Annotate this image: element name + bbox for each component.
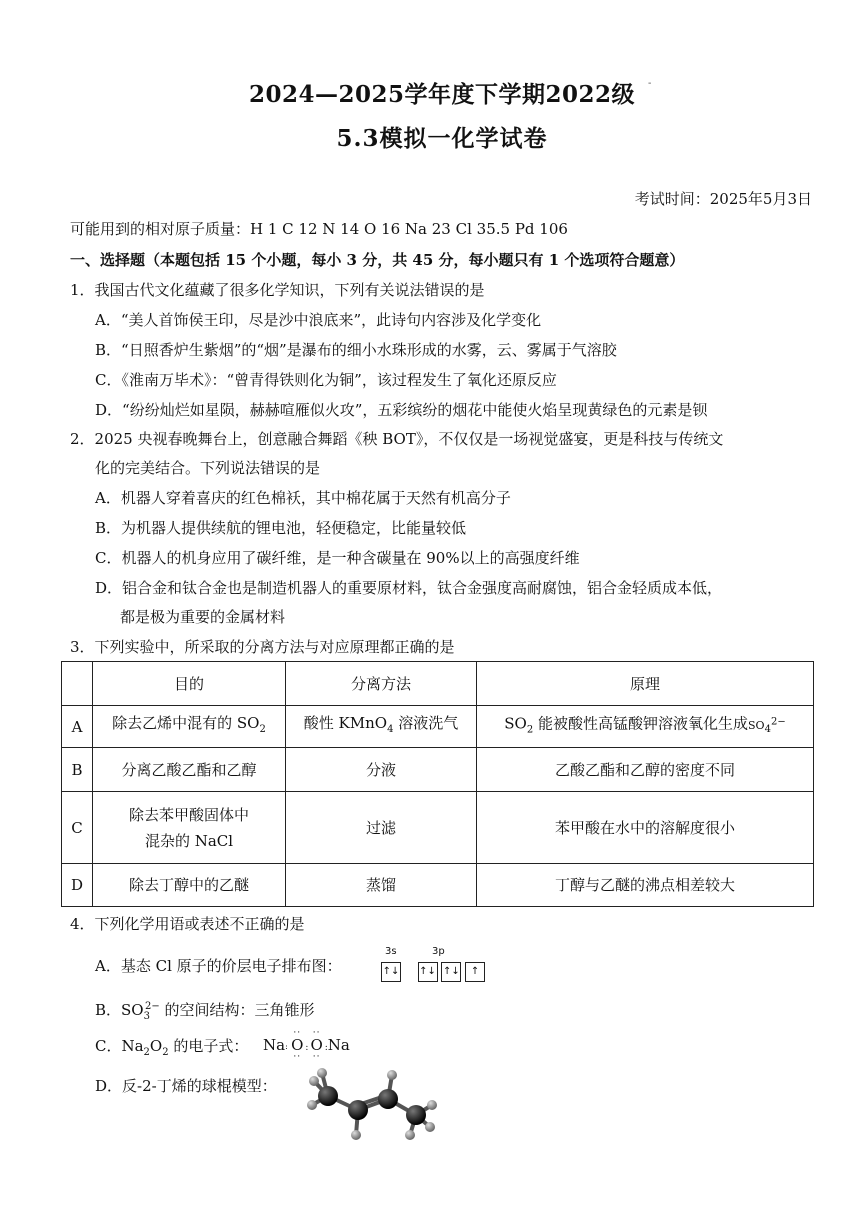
hydrogen-atom <box>317 1068 327 1078</box>
table-row <box>62 706 814 748</box>
row-principle: 苯甲酸在水中的溶解度很小 <box>477 792 814 864</box>
q1-stem: 1．我国古代文化蕴藏了很多化学知识，下列有关说法错误的是 <box>70 281 485 299</box>
q2-option-d-line1: D．铝合金和钛合金也是制造机器人的重要原材料，钛合金强度高耐腐蚀，铝合金轻质成本低， <box>95 579 723 597</box>
header-purpose: 目的 <box>93 662 286 706</box>
section-title: 一、选择题（本题包括 15 个小题，每小 3 分，共 45 分，每小题只有 1 个选项符合题意） <box>70 251 685 269</box>
row-label: B <box>62 748 93 792</box>
q2-stem-line2: 化的完美结合。下列说法错误的是 <box>95 459 321 477</box>
electron-formula: Na : ·· O ·· : ·· O ·· :Na <box>263 1028 350 1062</box>
row-method: 过滤 <box>286 792 477 864</box>
orbital-3s-box: ↑↓ <box>381 962 401 982</box>
q4-option-b: B．$SO_3^{2-}$ 的空间结构：三角锥形 <box>95 1001 315 1022</box>
hydrogen-atom <box>405 1130 415 1140</box>
q4-option-d: D．反-2-丁烯的球棍模型： <box>95 1077 277 1095</box>
hydrogen-atom <box>309 1076 319 1086</box>
row-method: 分液 <box>286 748 477 792</box>
hydrogen-atom <box>351 1130 361 1140</box>
hydrogen-atom <box>425 1122 435 1132</box>
q1-option-a: A．“美人首饰侯王印，尽是沙中浪底来”，此诗句内容涉及化学变化 <box>95 311 542 329</box>
orbital-diagram <box>382 946 485 982</box>
table-row <box>62 864 814 907</box>
header-method: 分离方法 <box>286 662 477 706</box>
q4-stem: 4．下列化学用语或表述不正确的是 <box>70 915 305 933</box>
q1-option-c: C．《淮南万毕术》：“曾青得铁则化为铜”，该过程发生了氧化还原反应 <box>95 371 557 389</box>
title-line-2: 5.3模拟一化学试卷 <box>336 125 548 152</box>
orbital-3p-box: ↑ <box>465 962 485 982</box>
row-purpose: 除去乙烯中混有的 $SO_2$ <box>93 706 286 748</box>
hydrogen-atom <box>427 1100 437 1110</box>
table-corner-cell <box>62 662 93 706</box>
table-row <box>62 748 814 792</box>
table-header-row <box>62 662 814 706</box>
q3-stem: 3．下列实验中，所采取的分离方法与对应原理都正确的是 <box>70 638 455 656</box>
carbon-atom <box>348 1100 368 1120</box>
orbital-3p-box: ↑↓ <box>418 962 438 982</box>
ball-stick-model <box>290 1055 450 1155</box>
exam-time: 考试时间：2025年5月3日 <box>634 190 812 208</box>
table-row <box>62 792 814 864</box>
q4-option-a: A．基态 Cl 原子的价层电子排布图： <box>95 957 342 975</box>
row-label: C <box>62 792 93 864</box>
q2-option-b: B．为机器人提供续航的锂电池，轻便稳定，比能量较低 <box>95 519 467 537</box>
row-method: 酸性 KMnO$_4$ 溶液洗气 <box>286 706 477 748</box>
q1-option-d: D．“纷纷灿烂如星陨，赫赫喧雁似火攻”，五彩缤纷的烟花中能使火焰呈现黄绿色的元素是钡 <box>95 401 708 419</box>
q2-option-d-line2: 都是极为重要的金属材料 <box>120 608 286 626</box>
atomic-masses: 可能用到的相对原子质量：H 1 C 12 N 14 O 16 Na 23 Cl 35.5 Pd 106 <box>70 220 568 238</box>
carbon-atom <box>378 1089 398 1109</box>
hydrogen-atom <box>387 1070 397 1080</box>
mark: - <box>648 78 652 89</box>
q2-stem-line1: 2．2025 央视春晚舞台上，创意融合舞蹈《秧 BOT》，不仅仅是一场视觉盛宴，更是科技与传统文 <box>70 430 724 448</box>
orbital-3p-box: ↑↓ <box>441 962 461 982</box>
q2-option-c: C．机器人的机身应用了碳纤维，是一种含碳量在 90%以上的高强度纤维 <box>95 549 580 567</box>
row-purpose: 分离乙酸乙酯和乙醇 <box>93 748 286 792</box>
q2-option-a: A．机器人穿着喜庆的红色棉袄，其中棉花属于天然有机高分子 <box>95 489 511 507</box>
title-line-1: 2024—2025学年度下学期2022级 <box>248 81 636 108</box>
row-principle: 丁醇与乙醚的沸点相差较大 <box>477 864 814 907</box>
q1-option-b: B．“日照香炉生紫烟”的“烟”是瀑布的细小水珠形成的水雾，云、雾属于气溶胶 <box>95 341 617 359</box>
q4-option-c: C．$Na_2O_2$ 的电子式： <box>95 1037 249 1058</box>
carbon-atom <box>318 1086 338 1106</box>
separation-table <box>61 661 814 907</box>
carbon-atom <box>406 1105 426 1125</box>
header-principle: 原理 <box>477 662 814 706</box>
row-principle: $SO_2$ 能被酸性高锰酸钾溶液氧化生成$SO_4^{2-}$ <box>477 706 814 748</box>
row-method: 蒸馏 <box>286 864 477 907</box>
orbital-3p-label: 3p <box>432 946 445 957</box>
row-purpose: 除去丁醇中的乙醚 <box>93 864 286 907</box>
row-label: D <box>62 864 93 907</box>
row-principle: 乙酸乙酯和乙醇的密度不同 <box>477 748 814 792</box>
row-purpose: 除去苯甲酸固体中 混杂的 NaCl <box>93 792 286 864</box>
orbital-3s-label: 3s <box>385 946 397 957</box>
row-label: A <box>62 706 93 748</box>
hydrogen-atom <box>307 1100 317 1110</box>
